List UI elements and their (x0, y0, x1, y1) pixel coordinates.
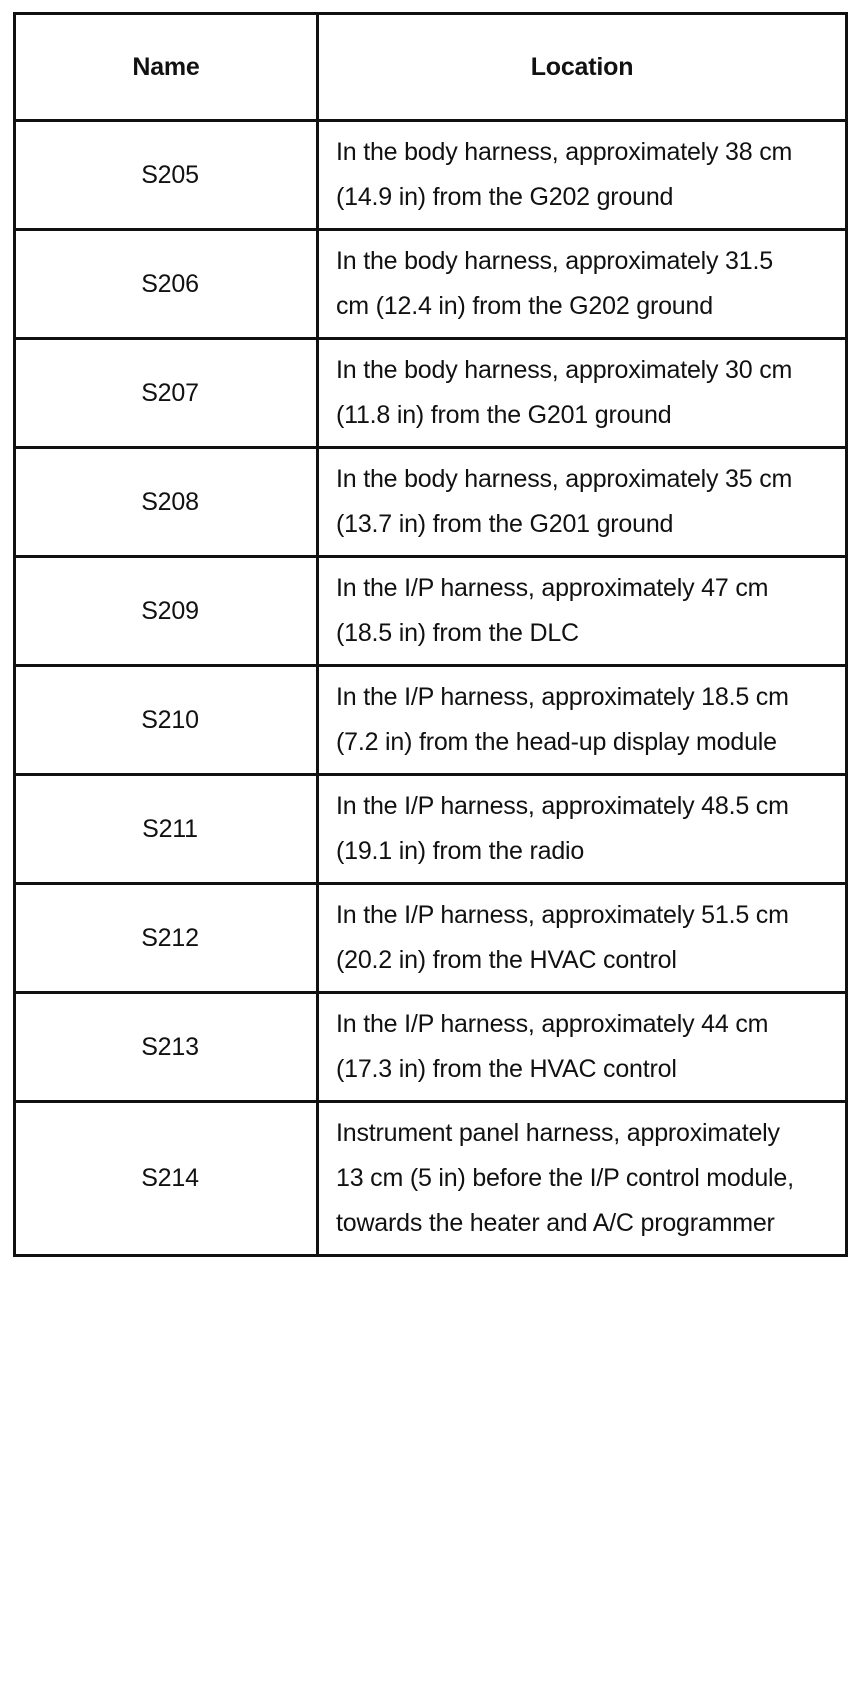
column-header-name: Name (15, 14, 318, 121)
splice-location-cell: In the I/P harness, approximately 48.5 cm (19.1 in) from the radio (318, 775, 847, 884)
splice-location-table-container (13, 12, 848, 1257)
splice-name-cell: S211 (15, 775, 318, 884)
splice-location-cell: In the I/P harness, approximately 51.5 cm (20.2 in) from the HVAC control (318, 884, 847, 993)
splice-name-cell: S212 (15, 884, 318, 993)
splice-location-cell: In the I/P harness, approximately 47 cm (18.5 in) from the DLC (318, 557, 847, 666)
table-header-row (15, 14, 847, 121)
table-row (15, 666, 847, 775)
splice-location-cell: Instrument panel harness, approximately 13 cm (5 in) before the I/P control module, towards the heater and A/C programmer (318, 1102, 847, 1256)
table-row (15, 339, 847, 448)
splice-name-cell: S210 (15, 666, 318, 775)
table-row (15, 1102, 847, 1256)
splice-location-cell: In the I/P harness, approximately 18.5 cm (7.2 in) from the head-up display module (318, 666, 847, 775)
table-row (15, 557, 847, 666)
table-row (15, 121, 847, 230)
splice-name-cell: S208 (15, 448, 318, 557)
column-header-location: Location (318, 14, 847, 121)
table-row (15, 993, 847, 1102)
splice-location-cell: In the body harness, approximately 38 cm (14.9 in) from the G202 ground (318, 121, 847, 230)
table-row (15, 448, 847, 557)
splice-name-cell: S207 (15, 339, 318, 448)
table-row (15, 230, 847, 339)
splice-location-cell: In the body harness, approximately 31.5 cm (12.4 in) from the G202 ground (318, 230, 847, 339)
splice-location-cell: In the I/P harness, approximately 44 cm (17.3 in) from the HVAC control (318, 993, 847, 1102)
splice-name-cell: S213 (15, 993, 318, 1102)
splice-location-table (13, 12, 848, 1257)
splice-name-cell: S206 (15, 230, 318, 339)
splice-name-cell: S214 (15, 1102, 318, 1256)
splice-name-cell: S209 (15, 557, 318, 666)
splice-name-cell: S205 (15, 121, 318, 230)
splice-location-cell: In the body harness, approximately 35 cm (13.7 in) from the G201 ground (318, 448, 847, 557)
table-row (15, 775, 847, 884)
splice-location-cell: In the body harness, approximately 30 cm (11.8 in) from the G201 ground (318, 339, 847, 448)
table-row (15, 884, 847, 993)
